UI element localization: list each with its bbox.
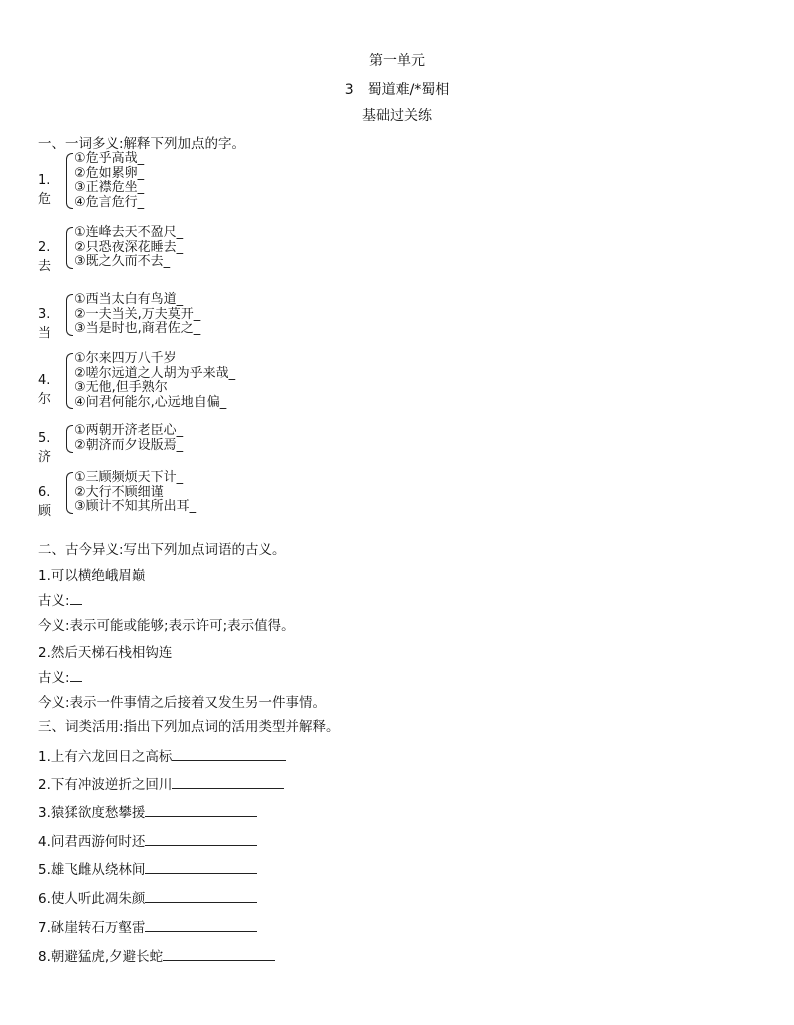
answer-line[interactable] [172,776,284,789]
brace-icon [66,353,73,409]
usage-question-row [38,773,284,793]
polysemy-item: ②只恐夜深花睡去_ [74,239,184,255]
section1-heading: 一、一词多义:解释下列加点的字。 [38,136,246,152]
usage-question-row [38,745,286,765]
group-label: 2.去 [38,240,52,274]
group-label: 5.济 [38,431,52,465]
group-items [74,226,183,270]
polysemy-item: ①连峰去天不盈尺_ [74,225,184,240]
answer-line[interactable] [145,890,257,903]
question-sentence: 1.可以横绝峨眉巅 [38,568,146,584]
brace-icon [66,294,73,336]
polysemy-item: ①西当太白有鸟道_ [74,292,184,307]
section2-heading: 二、古今异义:写出下列加点词语的古义。 [38,542,286,558]
unit-title: 第一单元 [369,53,425,69]
usage-question: 4.问君西游何时还 [38,834,146,850]
group-label: 6.顾 [38,485,52,519]
ancient-meaning-row [38,589,82,609]
answer-line[interactable] [163,948,275,961]
answer-line[interactable] [145,833,257,846]
usage-question-row [38,945,275,965]
polysemy-item: ②一夫当关,万夫莫开_ [74,306,201,322]
polysemy-item: ①两朝开济老臣心_ [74,423,184,438]
polysemy-item: ②嗟尔远道之人胡为乎来哉_ [74,365,236,381]
answer-line[interactable] [145,804,257,817]
group-label: 4.尔 [38,373,52,407]
usage-question-row [38,887,257,907]
group-items [74,424,183,453]
usage-question: 3.猿猱欲度愁攀援 [38,805,146,821]
section3-heading: 三、词类活用:指出下列加点词的活用类型并解释。 [38,719,340,735]
usage-question: 1.上有六龙回日之高标 [38,749,173,765]
polysemy-item: ③正襟危坐_ [74,180,145,195]
polysemy-item: ①尔来四万八千岁 [74,351,177,366]
brace-icon [66,472,73,514]
group-items [74,293,200,337]
brace-icon [66,153,73,209]
exercise-subtitle: 基础过关练 [362,108,432,124]
ancient-meaning-label: 古义: [38,593,70,609]
question-sentence: 2.然后天梯石栈相钩连 [38,645,173,661]
answer-line[interactable] [145,919,257,932]
usage-question-row [38,916,257,936]
ancient-meaning-label: 古义: [38,670,70,686]
group-items [74,352,235,410]
polysemy-item: ③当是时也,商君佐之_ [74,321,201,336]
usage-question: 6.使人听此凋朱颜 [38,891,146,907]
usage-question-row [38,830,257,850]
polysemy-item: ③顾计不知其所出耳_ [74,499,197,514]
usage-question-row [38,858,257,878]
answer-line[interactable] [172,748,286,761]
usage-question: 7.砯崖转石万壑雷 [38,920,146,936]
usage-question: 2.下有冲波逆折之回川 [38,777,173,793]
group-label: 1.危 [38,173,52,207]
answer-blank[interactable] [70,671,82,682]
group-label: 3.当 [38,307,52,341]
usage-question-row [38,801,257,821]
polysemy-item: ②朝济而夕设版焉_ [74,437,184,453]
modern-meaning: 今义:表示一件事情之后接着又发生另一件事情。 [38,695,327,711]
polysemy-item: ④问君何能尔,心远地自偏_ [74,394,227,410]
modern-meaning: 今义:表示可能或能够;表示许可;表示值得。 [38,618,295,634]
lesson-title: 3 蜀道难/*蜀相 [344,82,450,98]
polysemy-item: ①三顾频烦天下计_ [74,470,184,485]
polysemy-item: ①危乎高哉_ [74,151,145,166]
answer-line[interactable] [145,861,257,874]
usage-question: 8.朝避猛虎,夕避长蛇 [38,949,164,965]
group-items [74,471,196,515]
polysemy-item: ②危如累卵_ [74,165,145,181]
answer-blank[interactable] [70,594,82,605]
polysemy-item: ④危言危行_ [74,194,145,210]
usage-question: 5.雄飞雌从绕林间 [38,862,146,878]
brace-icon [66,227,73,269]
polysemy-item: ③无他,但手熟尔 [74,380,168,395]
ancient-meaning-row [38,666,82,686]
polysemy-item: ③既之久而不去_ [74,254,171,269]
group-items [74,152,144,210]
brace-icon [66,425,73,453]
polysemy-item: ②大行不顾细谨 [74,484,164,500]
